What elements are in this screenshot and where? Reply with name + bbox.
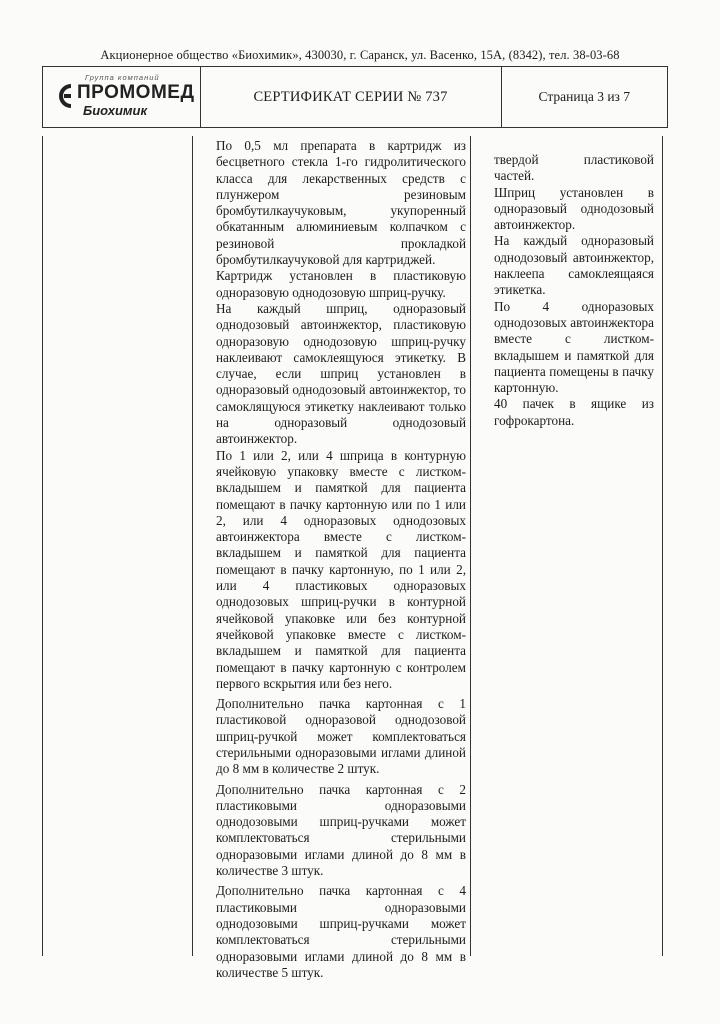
logo-subbrand: Биохимик [83, 103, 148, 118]
company-logo [55, 73, 195, 123]
paragraph-needles-1: Дополнительно пачка картонная с 1 пластиковой одноразовой однодозовой шприц-ручкой может комплектоваться стерильными одноразовыми иглами длиной до 8 мм в количестве 2 штук. [216, 696, 466, 777]
page-number: Страница 3 из 7 [538, 89, 630, 104]
certificate-header [42, 66, 668, 128]
paragraph-needles-4: Дополнительно пачка картонная с 4 пластиковыми одноразовыми однодозовыми шприц-ручками может комплектоваться стерильными одноразовыми иглами длиной до 8 мм в количестве 5 штук. [216, 883, 466, 980]
right-paragraph-parts: твердой пластиковой частей. [494, 152, 654, 184]
table-divider-2 [470, 136, 471, 956]
paragraph-label: На каждый шприц, одноразовый однодозовый автоинжектор, пластиковую одноразовую однодозовую шприц-ручку наклеивают самоклеящуюся этикетку. В случае, если шприц установлен в одноразовый однодозовый автоинжектор, то самоклящуюся этикетку наклеивают только на одноразовый однодозовый автоинжектор. [216, 300, 466, 447]
paragraph-cartridge: По 0,5 мл препарата в картридж из бесцветного стекла 1-го гидролитического класса для лекарственных средств с плунжером резиновым бромбутилкаучуковым, укупоренный обкатанным алюминиевым колпачком с резиновой прокладкой бромбутилкаучуковой для картриджей. [216, 138, 466, 268]
right-paragraph-label: На каждый одноразовый однодозовый автоинжектор, наклеепа самоклеящаяся этикетка. [494, 233, 654, 298]
content-table [42, 136, 662, 980]
actual-packaging-column [494, 152, 654, 429]
right-paragraph-packaging: По 4 одноразовых однодозовых автоинжектора вместе с листком-вкладышем и памяткой для пациента помещены в пачку картонную. [494, 298, 654, 396]
paragraph-packaging: По 1 или 2, или 4 шприца в контурную ячейковую упаковку вместе с листком-вкладышем и памяткой для пациента помещают в пачку картонную или по 1 или 2, или 4 одноразовых однодозовых автоинжектора вместе с листком-вкладышем и памяткой для пациента помещают в пачку картонную, по 1 или 2, или 4 пластиковых одноразовых однодозовых шприц-ручки в контурной ячейковой упаковке или без контурной ячейковой упаковке вместе с листком-вкладышем и памяткой для пациента помещают в пачку картонную с контролем первого вскрытия или без него. [216, 447, 466, 691]
right-paragraph-box: 40 пачек в ящике из гофрокартона. [494, 396, 654, 428]
certificate-title: СЕРТИФИКАТ СЕРИИ № 737 [201, 67, 502, 127]
right-paragraph-syringe: Шприц установлен в одноразовый однодозовый автоинжектор. [494, 184, 654, 233]
logo-tagline: Группа компаний [85, 73, 160, 82]
paragraph-pen: Картридж установлен в пластиковую одноразовую однодозовую шприц-ручку. [216, 268, 466, 300]
table-right-border [662, 136, 663, 956]
promomed-logo-icon [55, 83, 77, 109]
table-left-border [42, 136, 43, 956]
table-divider-1 [192, 136, 193, 956]
company-address-line: Акционерное общество «Биохимик», 430030, г. Саранск, ул. Васенко, 15А, (8342), тел. 38-03-68 [100, 48, 620, 62]
logo-cell [43, 67, 201, 127]
logo-brand: ПРОМОМЕД [77, 82, 195, 103]
packaging-description-column [216, 138, 466, 981]
paragraph-needles-2: Дополнительно пачка картонная с 2 пластиковыми одноразовыми однодозовыми шприц-ручками может комплектоваться стерильными одноразовыми иглами длиной до 8 мм в количестве 3 штук. [216, 781, 466, 879]
